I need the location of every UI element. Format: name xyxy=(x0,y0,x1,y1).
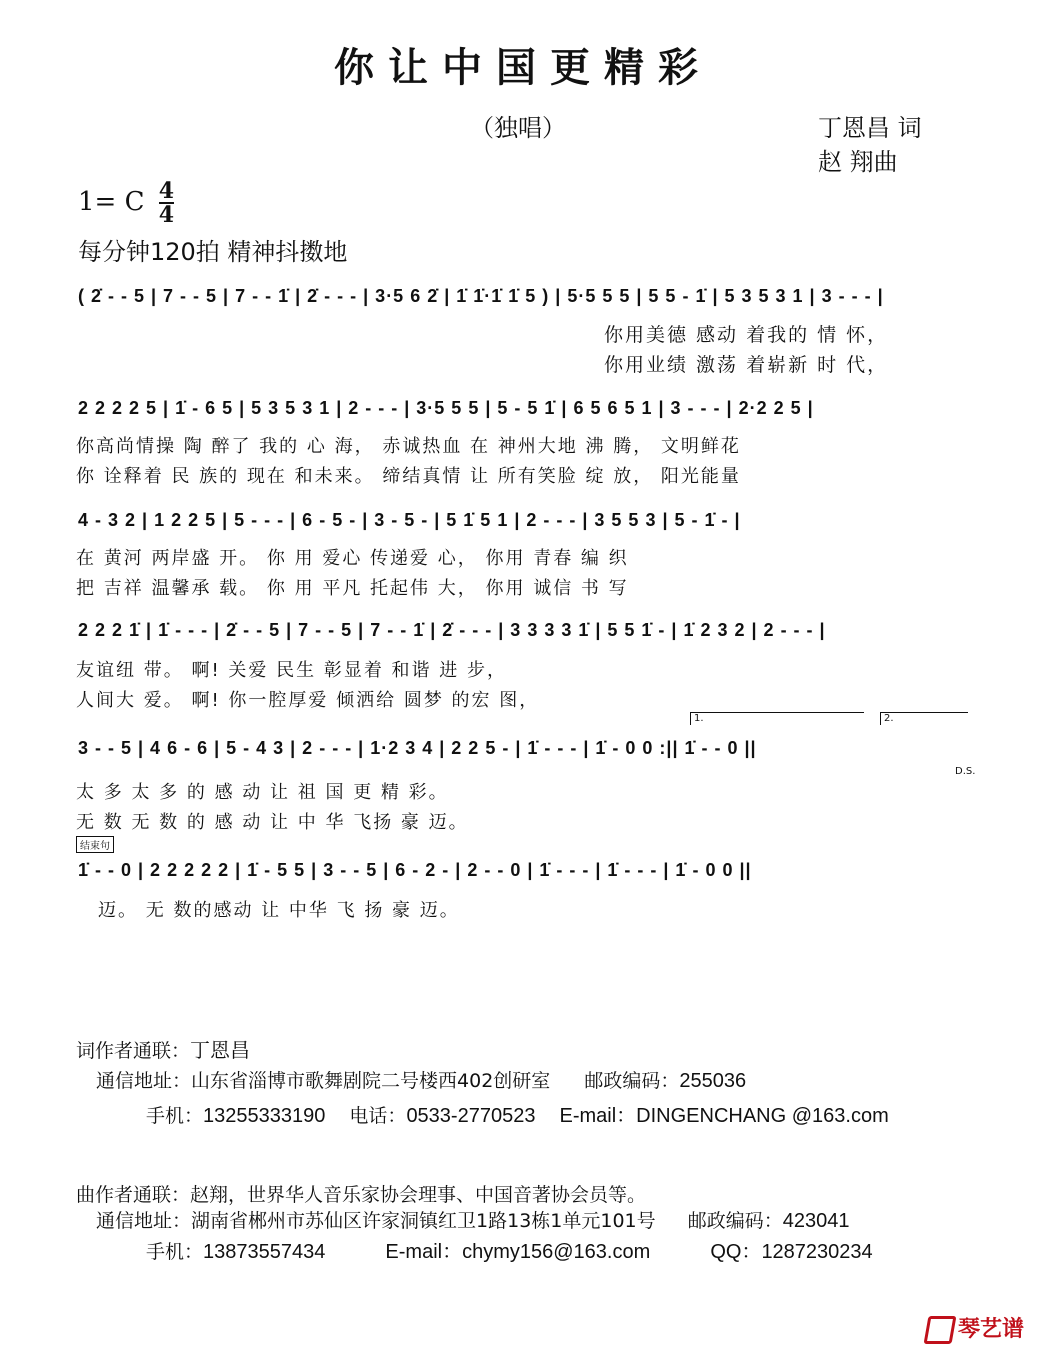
lyric-line-1-verse-1: 你用美德 感动 着我的 情 怀， xyxy=(604,324,889,346)
composer-email: chymy156@163.com xyxy=(462,1241,651,1263)
score-line-2: 2 2 2 2 5 | 1̇ - 6 5 | 5 3 5 3 1 | 2 - - - | 3·5 5 5 | 5 - 5 1̇ | 6 5 6 5 1 | 3 - - - | 2·2 2 5 | xyxy=(78,398,814,418)
lyricist-postcode: 255036 xyxy=(679,1070,747,1092)
composer-phone-row xyxy=(146,1235,873,1264)
volta-2-bracket: 2. xyxy=(880,712,968,725)
lyric-line-5-verse-2: 无 数 无 数 的 感 动 让 中 华 飞扬 豪 迈。 xyxy=(76,812,469,833)
composer-address-label: 通信地址： xyxy=(96,1210,192,1232)
key-label: 1= C xyxy=(78,187,145,217)
lyricist-email: DINGENCHANG @163.com xyxy=(636,1105,889,1127)
score-line-4: 2 2 2 1̇ | 1̇ - - - | 2̇ - - 5 | 7 - - 5 | 7 - - 1̇ | 2̇ - - - | 3 3 3 3 1̇ | 5 5 1̇ - | 1̇ 2 3 2 | 2 - - - | xyxy=(78,620,826,640)
key-signature xyxy=(78,180,174,226)
watermark-logo xyxy=(926,1312,1024,1344)
lyricist-postcode-label: 邮政编码： xyxy=(584,1070,680,1092)
lyricist-address: 山东省淄博市歌舞剧院二号楼西402创研室 xyxy=(191,1070,551,1092)
lyricist-credit: 丁恩昌 词 xyxy=(818,114,922,142)
composer-credit: 赵 翔曲 xyxy=(818,148,898,176)
composer-desc: 赵翔，世界华人音乐家协会理事、中国音著协会员等。 xyxy=(190,1184,647,1206)
volta-1-bracket: 1. xyxy=(690,712,864,725)
lyricist-contact-label: 词作者通联： xyxy=(76,1040,191,1062)
song-title: 你让中国更精彩 xyxy=(334,44,712,91)
lyric-line-4-verse-1: 友谊纽 带。 啊! 关爱 民生 彰显着 和谐 进 步， xyxy=(76,660,507,681)
lyricist-mobile-label: 手机： xyxy=(146,1105,204,1127)
composer-contact-row xyxy=(76,1180,646,1207)
composer-email-label: E-mail： xyxy=(385,1241,463,1263)
composer-postcode: 423041 xyxy=(782,1210,850,1232)
lyricist-email-label: E-mail： xyxy=(559,1105,637,1127)
lyric-line-3-verse-2: 把 吉祥 温馨承 载。 你 用 平凡 托起伟 大， 你用 诚信 书 写 xyxy=(76,578,629,599)
time-bottom: 4 xyxy=(158,202,175,228)
composer-mobile-label: 手机： xyxy=(146,1241,204,1263)
lyricist-name: 丁恩昌 xyxy=(190,1040,251,1062)
lyricist-address-label: 通信地址： xyxy=(96,1070,192,1092)
time-top: 4 xyxy=(158,178,175,204)
composer-mobile: 13873557434 xyxy=(203,1241,326,1263)
watermark-text: 琴艺谱 xyxy=(957,1317,1024,1342)
lyricist-address-row xyxy=(96,1066,746,1093)
score-line-3: 4 - 3 2 | 1 2 2 5 | 5 - - - | 6 - 5 - | 3 - 5 - | 5 1̇ 5 1 | 2 - - - | 3 5 5 3 | 5 - 1̇ - | xyxy=(78,510,741,530)
lyricist-phone: 0533-2770523 xyxy=(406,1105,536,1127)
composer-qq: 1287230234 xyxy=(761,1241,873,1263)
lyric-line-1-verse-2: 你用业绩 激荡 着崭新 时 代， xyxy=(604,354,889,376)
lyricist-contact-row xyxy=(76,1034,250,1063)
composer-postcode-label: 邮政编码： xyxy=(687,1210,783,1232)
lyric-line-5-verse-1: 太 多 太 多 的 感 动 让 祖 国 更 精 彩。 xyxy=(76,782,449,803)
lyric-line-2-verse-2: 你 诠释着 民 族的 现在 和未来。 缔结真情 让 所有笑脸 绽 放， 阳光能量 xyxy=(76,466,741,487)
ds-marking: D.S. xyxy=(955,766,976,777)
lyric-line-2-verse-1: 你高尚情操 陶 醉了 我的 心 海， 赤诚热血 在 神州大地 沸 腾， 文明鲜花 xyxy=(76,436,741,457)
lyric-line-6: 迈。 无 数的感动 让 中华 飞 扬 豪 迈。 xyxy=(98,900,460,921)
score-line-6: 1̇ - - 0 | 2 2 2 2 2 | 1̇ - 5 5 | 3 - - 5 | 6 - 2 - | 2 - - 0 | 1̇ - - - | 1̇ - - - | 1̇ - 0 0 || xyxy=(78,860,752,880)
score-line-5: 3 - - 5 | 4 6 - 6 | 5 - 4 3 | 2 - - - | 1·2 3 4 | 2 2 5 - | 1̇ - - - | 1̇ - 0 0 :|| 1̇ - - 0 || xyxy=(78,738,757,758)
lyricist-phone-label: 电话： xyxy=(349,1105,407,1127)
tempo-marking: 每分钟120拍 精神抖擞地 xyxy=(78,238,348,266)
time-signature xyxy=(159,180,174,226)
lyric-line-3-verse-1: 在 黄河 两岸盛 开。 你 用 爱心 传递爱 心， 你用 青春 编 织 xyxy=(76,548,629,569)
composer-address-row xyxy=(96,1206,849,1233)
watermark-logo-icon xyxy=(924,1316,957,1344)
performance-type: （独唱） xyxy=(470,114,566,142)
lyric-line-4-verse-2: 人间大 爱。 啊! 你一腔厚爱 倾洒给 圆梦 的宏 图， xyxy=(76,690,540,711)
composer-contact-label: 曲作者通联： xyxy=(76,1184,191,1206)
lyricist-mobile: 13255333190 xyxy=(203,1105,326,1127)
score-line-1: ( 2̇ - - 5 | 7 - - 5 | 7 - - 1̇ | 2̇ - - - | 3·5 6 2̇ | 1̇ 1̇·1̇ 1̇ 5 ) | 5·5 5 5 | 5 5 - 1̇ | 5 3 5 3 1 | 3 - - - | xyxy=(78,286,884,306)
composer-qq-label: QQ： xyxy=(710,1241,762,1263)
lyricist-phone-row xyxy=(146,1099,889,1128)
composer-address: 湖南省郴州市苏仙区许家洞镇红卫1路13栋1单元101号 xyxy=(191,1210,656,1232)
ending-label: 结束句 xyxy=(76,836,114,853)
